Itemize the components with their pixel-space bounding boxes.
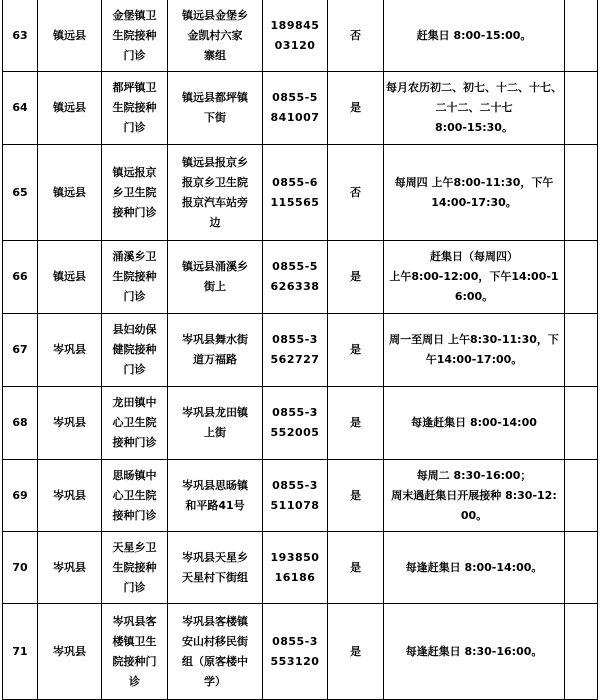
address-cell-line: 镇远县金堡乡 bbox=[182, 8, 248, 22]
empty-cell bbox=[565, 72, 598, 145]
clinic-name-cell bbox=[102, 460, 168, 532]
row-number: 65 bbox=[3, 145, 38, 241]
clinic-name-cell-line: 生院接种 bbox=[112, 560, 157, 574]
table-row bbox=[3, 604, 598, 700]
county-cell: 镇远县 bbox=[38, 72, 102, 145]
empty-cell bbox=[565, 532, 598, 604]
yes-no-cell: 是 bbox=[328, 314, 384, 387]
table-row bbox=[3, 72, 598, 145]
clinic-name-cell-line: 镇远报京 bbox=[112, 165, 157, 179]
address-cell-line: 下街 bbox=[204, 111, 226, 124]
clinic-name-cell-line: 生院接种 bbox=[112, 101, 157, 114]
clinic-name-cell-line: 县妇幼保 bbox=[112, 323, 157, 336]
address-cell bbox=[168, 460, 263, 532]
phone-cell-line: 841007 bbox=[270, 111, 320, 124]
clinic-name-cell bbox=[102, 0, 168, 72]
phone-cell bbox=[263, 314, 328, 387]
phone-cell-line: 552005 bbox=[270, 426, 320, 439]
address-cell-line: 报京乡卫生院 bbox=[182, 175, 248, 189]
clinic-name-cell-line: 健院接种 bbox=[112, 343, 157, 356]
table-row bbox=[3, 532, 598, 604]
clinic-name-cell-line: 心卫生院 bbox=[112, 488, 157, 502]
phone-cell-line: 0855-3 bbox=[272, 478, 318, 492]
yes-no-cell: 是 bbox=[328, 72, 384, 145]
phone-cell-line: 115565 bbox=[270, 195, 320, 209]
address-cell-line: 岑巩县客楼镇 bbox=[182, 614, 248, 628]
service-time-cell bbox=[384, 532, 565, 604]
address-cell-line: 镇远县涌溪乡 bbox=[182, 260, 248, 273]
phone-cell-line: 0855-5 bbox=[272, 91, 318, 104]
table-body bbox=[3, 0, 598, 700]
service-time-cell-line: 每逢赶集日 8:00-14:00 bbox=[411, 416, 537, 429]
service-time-cell bbox=[384, 387, 565, 460]
clinic-name-cell-line: 乡卫生院 bbox=[112, 185, 157, 199]
phone-cell bbox=[263, 241, 328, 314]
clinic-name-cell-line: 门诊 bbox=[123, 580, 146, 594]
phone-cell-line: 553120 bbox=[270, 654, 320, 668]
clinic-name-cell-line: 门诊 bbox=[123, 290, 146, 303]
clinic-name-cell-line: 生院接种 bbox=[112, 28, 157, 42]
service-time-cell bbox=[384, 604, 565, 700]
empty-cell bbox=[565, 387, 598, 460]
table-row bbox=[3, 145, 598, 241]
address-cell bbox=[168, 387, 263, 460]
clinic-name-cell-line: 龙田镇中 bbox=[112, 396, 157, 409]
address-cell bbox=[168, 314, 263, 387]
clinic-name-cell bbox=[102, 72, 168, 145]
service-time-cell-line: 每月农历初二、初七、十二、十七、 bbox=[386, 81, 562, 94]
clinic-name-cell-line: 涌溪乡卫 bbox=[112, 250, 157, 263]
empty-cell bbox=[565, 0, 598, 72]
empty-cell bbox=[565, 145, 598, 241]
clinic-name-cell-line: 门诊 bbox=[123, 121, 146, 134]
row-number: 64 bbox=[3, 72, 38, 145]
address-cell bbox=[168, 532, 263, 604]
vaccination-clinic-table bbox=[2, 0, 598, 700]
row-number: 66 bbox=[3, 241, 38, 314]
county-cell: 岑巩县 bbox=[38, 460, 102, 532]
row-number: 63 bbox=[3, 0, 38, 72]
county-cell: 岑巩县 bbox=[38, 532, 102, 604]
table-row bbox=[3, 0, 598, 72]
address-cell bbox=[168, 0, 263, 72]
address-cell-line: 镇远县报京乡 bbox=[182, 155, 248, 169]
service-time-cell-line: 每周四 上午8:00-11:30，下午 bbox=[394, 175, 554, 189]
address-cell-line: 学） bbox=[204, 674, 226, 688]
row-number: 69 bbox=[3, 460, 38, 532]
empty-cell bbox=[565, 314, 598, 387]
phone-cell-line: 626338 bbox=[270, 280, 320, 293]
clinic-name-cell-line: 院接种门 bbox=[112, 654, 157, 668]
clinic-name-cell-line: 思旸镇中 bbox=[112, 468, 157, 482]
phone-cell-line: 0855-6 bbox=[272, 175, 318, 189]
clinic-name-cell-line: 都坪镇卫 bbox=[112, 81, 157, 94]
phone-cell-line: 0855-3 bbox=[272, 333, 318, 346]
service-time-cell-line: 14:00-17:30。 bbox=[431, 195, 517, 209]
address-cell-line: 组（原客楼中 bbox=[182, 654, 248, 668]
clinic-name-cell-line: 门诊 bbox=[123, 363, 146, 376]
phone-cell bbox=[263, 387, 328, 460]
yes-no-cell: 是 bbox=[328, 604, 384, 700]
address-cell bbox=[168, 72, 263, 145]
clinic-name-cell-line: 门诊 bbox=[123, 48, 146, 62]
phone-cell-line: 193850 bbox=[270, 550, 320, 564]
phone-cell-line: 562727 bbox=[270, 353, 320, 366]
row-number: 67 bbox=[3, 314, 38, 387]
address-cell-line: 道万福路 bbox=[193, 353, 237, 366]
clinic-name-cell bbox=[102, 314, 168, 387]
service-time-cell-line: 每周二 8:30-16:00； bbox=[416, 468, 532, 482]
address-cell-line: 岑巩县舞水街 bbox=[182, 333, 248, 346]
service-time-cell-line: 每逢赶集日 8:30-16:00。 bbox=[405, 644, 543, 658]
service-time-cell bbox=[384, 314, 565, 387]
service-time-cell-line: 8:00-15:30。 bbox=[435, 121, 513, 134]
phone-cell-line: 0855-3 bbox=[272, 406, 318, 419]
table-row bbox=[3, 314, 598, 387]
yes-no-cell: 是 bbox=[328, 387, 384, 460]
empty-cell bbox=[565, 604, 598, 700]
county-cell: 岑巩县 bbox=[38, 314, 102, 387]
table-row bbox=[3, 460, 598, 532]
clinic-name-cell bbox=[102, 241, 168, 314]
table-row bbox=[3, 241, 598, 314]
clinic-name-cell-line: 诊 bbox=[129, 674, 140, 688]
phone-cell-line: 189845 bbox=[270, 18, 320, 32]
yes-no-cell: 是 bbox=[328, 460, 384, 532]
service-time-cell-line: 6:00。 bbox=[454, 290, 494, 303]
row-number: 68 bbox=[3, 387, 38, 460]
address-cell-line: 天星村下街组 bbox=[182, 570, 248, 584]
address-cell-line: 和平路41号 bbox=[185, 498, 245, 512]
phone-cell bbox=[263, 460, 328, 532]
service-time-cell bbox=[384, 0, 565, 72]
phone-cell-line: 16186 bbox=[274, 570, 316, 584]
yes-no-cell: 是 bbox=[328, 532, 384, 604]
service-time-cell-line: 赶集日 8:00-15:00。 bbox=[416, 28, 532, 42]
clinic-name-cell-line: 楼镇卫生 bbox=[112, 634, 157, 648]
clinic-name-cell-line: 接种门诊 bbox=[112, 508, 157, 522]
service-time-cell-line: 周一至周日 上午8:30-11:30，下 bbox=[389, 333, 559, 346]
clinic-name-cell bbox=[102, 387, 168, 460]
yes-no-cell: 否 bbox=[328, 0, 384, 72]
clinic-name-cell-line: 生院接种 bbox=[112, 270, 157, 283]
county-cell: 镇远县 bbox=[38, 241, 102, 314]
clinic-name-cell bbox=[102, 604, 168, 700]
address-cell-line: 镇远县都坪镇 bbox=[182, 91, 248, 104]
service-time-cell bbox=[384, 145, 565, 241]
address-cell-line: 岑巩县龙田镇 bbox=[182, 406, 248, 419]
phone-cell bbox=[263, 72, 328, 145]
address-cell-line: 报京汽车站旁 bbox=[182, 195, 248, 209]
clinic-name-cell-line: 金堡镇卫 bbox=[112, 8, 157, 22]
address-cell-line: 边 bbox=[209, 215, 221, 229]
service-time-cell-line: 赶集日（每周四） bbox=[430, 250, 518, 263]
service-time-cell-line: 上午8:00-12:00，下午14:00-1 bbox=[389, 270, 559, 283]
clinic-name-cell-line: 天星乡卫 bbox=[112, 540, 157, 554]
service-time-cell bbox=[384, 72, 565, 145]
service-time-cell-line: 二十二、二十七 bbox=[435, 101, 513, 114]
phone-cell-line: 511078 bbox=[270, 498, 320, 512]
address-cell-line: 上街 bbox=[204, 426, 226, 439]
service-time-cell-line: 午14:00-17:00。 bbox=[425, 353, 523, 366]
yes-no-cell: 否 bbox=[328, 145, 384, 241]
service-time-cell-line: 每逢赶集日 8:00-14:00。 bbox=[405, 560, 543, 574]
row-number: 70 bbox=[3, 532, 38, 604]
address-cell-line: 金凯村六家 bbox=[187, 28, 243, 42]
county-cell: 镇远县 bbox=[38, 145, 102, 241]
county-cell: 镇远县 bbox=[38, 0, 102, 72]
service-time-cell-line: 周末遇赶集日开展接种 8:30-12: bbox=[391, 488, 557, 502]
clinic-name-cell-line: 接种门诊 bbox=[112, 436, 157, 449]
phone-cell bbox=[263, 0, 328, 72]
phone-cell bbox=[263, 604, 328, 700]
service-time-cell bbox=[384, 460, 565, 532]
clinic-name-cell bbox=[102, 532, 168, 604]
phone-cell-line: 03120 bbox=[274, 38, 316, 52]
county-cell: 岑巩县 bbox=[38, 604, 102, 700]
address-cell-line: 安山村移民街 bbox=[182, 634, 248, 648]
address-cell-line: 岑巩县天星乡 bbox=[182, 550, 248, 564]
clinic-name-cell-line: 岑巩县客 bbox=[112, 614, 157, 628]
row-number: 71 bbox=[3, 604, 38, 700]
phone-cell bbox=[263, 145, 328, 241]
clinic-name-cell-line: 接种门诊 bbox=[112, 205, 157, 219]
phone-cell-line: 0855-3 bbox=[272, 634, 318, 648]
empty-cell bbox=[565, 241, 598, 314]
address-cell bbox=[168, 145, 263, 241]
service-time-cell-line: 00。 bbox=[460, 508, 488, 522]
table-row bbox=[3, 387, 598, 460]
clinic-name-cell bbox=[102, 145, 168, 241]
clinic-name-cell-line: 心卫生院 bbox=[112, 416, 157, 429]
phone-cell-line: 0855-5 bbox=[272, 260, 318, 273]
phone-cell bbox=[263, 532, 328, 604]
address-cell-line: 岑巩县思旸镇 bbox=[182, 478, 248, 492]
yes-no-cell: 是 bbox=[328, 241, 384, 314]
address-cell-line: 寨组 bbox=[204, 48, 226, 62]
address-cell bbox=[168, 604, 263, 700]
address-cell-line: 街上 bbox=[204, 280, 226, 293]
empty-cell bbox=[565, 460, 598, 532]
address-cell bbox=[168, 241, 263, 314]
service-time-cell bbox=[384, 241, 565, 314]
county-cell: 岑巩县 bbox=[38, 387, 102, 460]
